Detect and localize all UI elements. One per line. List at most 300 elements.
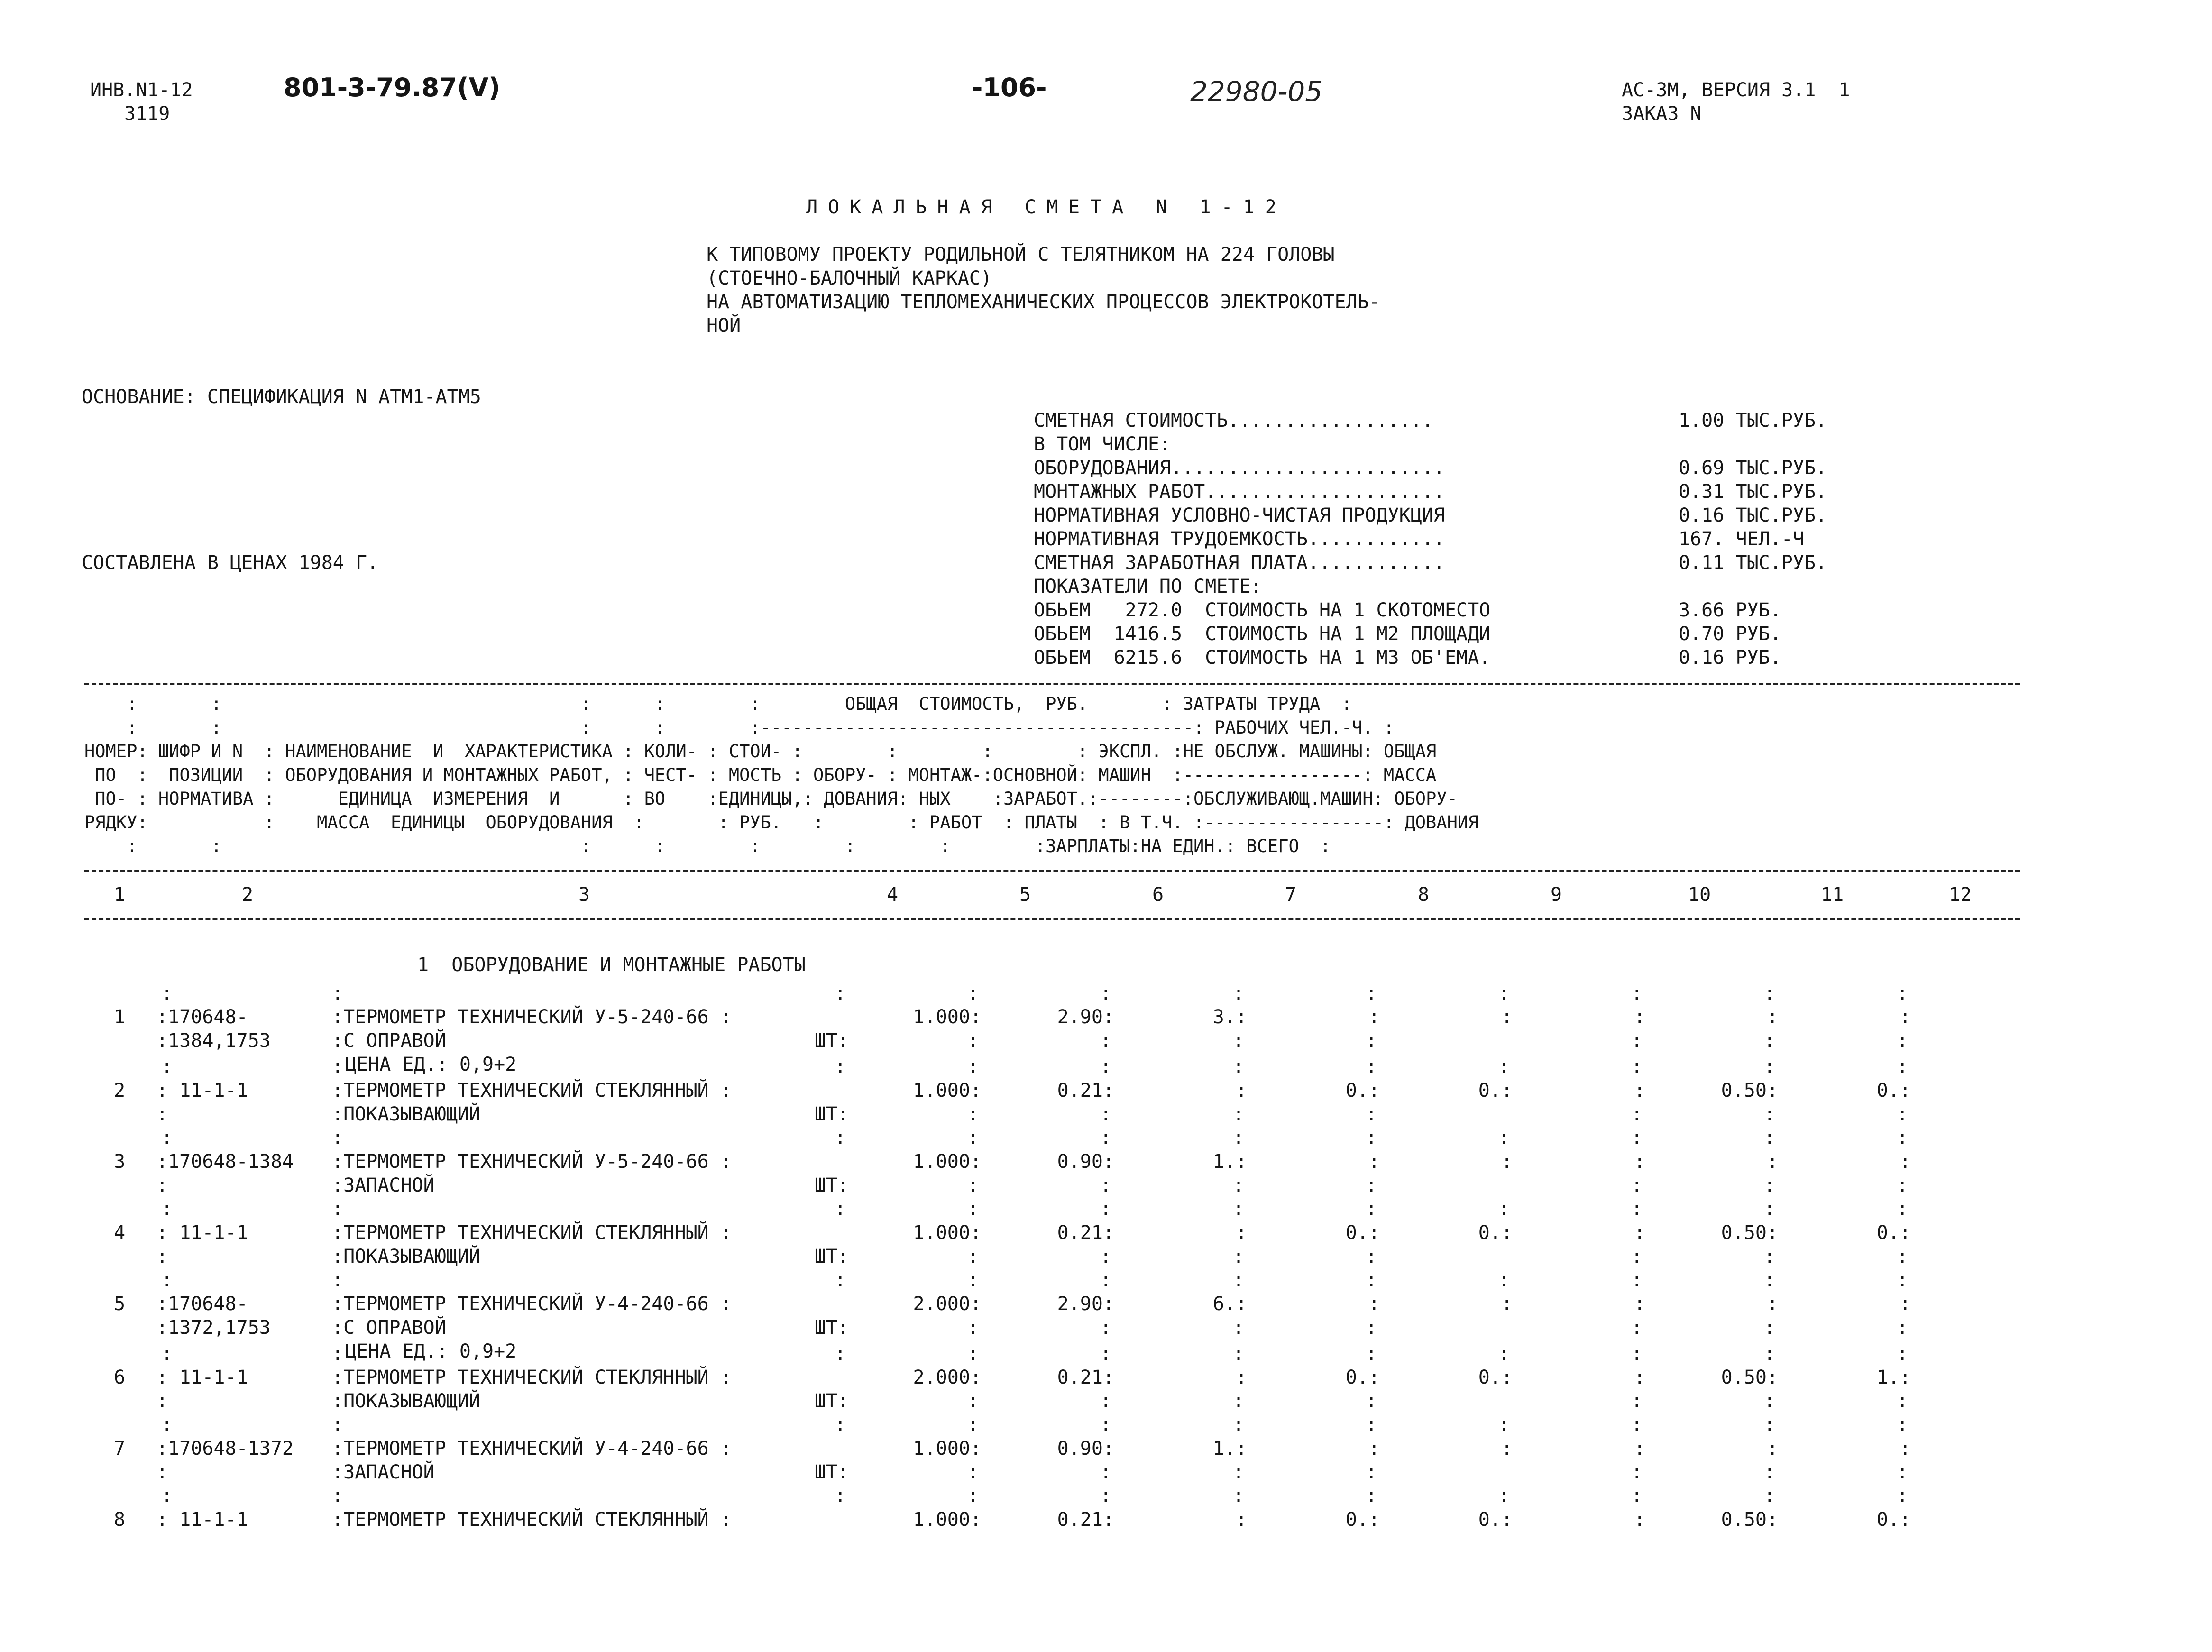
column-separator: : <box>1100 1317 1112 1339</box>
column-separator: : <box>1631 1103 1643 1125</box>
column-separator: : <box>1100 1030 1112 1052</box>
column-number: 12 <box>1949 884 1972 906</box>
row-name: :ТЕРМОМЕТР ТЕХНИЧЕСКИЙ СТЕКЛЯННЫЙ : <box>332 1080 732 1101</box>
column-separator: : <box>1233 1030 1245 1052</box>
row-unit-price: 0.21: <box>1057 1367 1114 1388</box>
row-equipment-cost: 1.: <box>1212 1151 1247 1173</box>
row-equipment-cost: : <box>1235 1367 1247 1388</box>
row-code-cont: : <box>156 1175 168 1196</box>
summary-label: СМЕТНАЯ СТОИМОСТЬ.................. <box>1034 410 1433 431</box>
column-separator: : <box>332 1127 344 1149</box>
column-separator: : <box>1498 1269 1510 1291</box>
row-quantity: 1.000: <box>913 1509 982 1531</box>
column-separator: : <box>1233 1317 1245 1339</box>
row-labor-total: 0.: <box>1876 1222 1911 1244</box>
column-separator: : <box>1897 1461 1909 1483</box>
column-separator: : <box>1498 1198 1510 1220</box>
column-separator: : <box>1764 1461 1776 1483</box>
column-separator: : <box>1764 1414 1776 1436</box>
column-separator: : <box>1764 1103 1776 1125</box>
column-separator: : <box>1897 1343 1909 1365</box>
row-unit-price: 0.21: <box>1057 1222 1114 1244</box>
row-machine-cost: : <box>1634 1080 1645 1101</box>
column-separator: : <box>1631 1317 1643 1339</box>
row-labor-total: 1.: <box>1876 1367 1911 1388</box>
summary-label: ОБЬЕМ 6215.6 СТОИМОСТЬ НА 1 М3 ОБ'ЕМА. <box>1034 647 1491 669</box>
column-number: 9 <box>1551 884 1562 906</box>
summary-value: 0.16 РУБ. <box>1679 647 1781 669</box>
column-separator: : <box>967 1390 979 1412</box>
summary-label: НОРМАТИВНАЯ УСЛОВНО-ЧИСТАЯ ПРОДУКЦИЯ <box>1034 505 1445 526</box>
column-separator: : <box>1366 1198 1377 1220</box>
row-machine-cost: : <box>1634 1293 1645 1315</box>
row-equipment-cost: : <box>1235 1222 1247 1244</box>
row-wage: 0.: <box>1478 1080 1513 1101</box>
column-separator: : <box>1366 1103 1377 1125</box>
column-separator: : <box>967 1103 979 1125</box>
column-number: 10 <box>1688 884 1711 906</box>
row-labor-per-unit: : <box>1766 1293 1778 1315</box>
row-price-note: ЦЕНА ЕД.: 0,9+2 <box>345 1054 517 1075</box>
row-name: :ТЕРМОМЕТР ТЕХНИЧЕСКИЙ СТЕКЛЯННЫЙ : <box>332 1367 732 1388</box>
document-title: ЛОКАЛЬНАЯ СМЕТА N 1-12 <box>806 196 1287 218</box>
column-separator: : <box>1100 1390 1112 1412</box>
column-separator: : <box>835 1056 846 1078</box>
table-rule-top <box>84 683 2020 685</box>
row-installation-cost: 0.: <box>1345 1367 1380 1388</box>
column-separator: : <box>1631 1390 1643 1412</box>
subtitle-line-4: НОЙ <box>707 315 741 337</box>
summary-label: МОНТАЖНЫХ РАБОТ..................... <box>1034 481 1445 503</box>
column-separator: : <box>1100 982 1112 1004</box>
row-unit-price: 0.90: <box>1057 1438 1114 1459</box>
row-labor-per-unit: : <box>1766 1438 1778 1459</box>
column-separator: : <box>161 1343 173 1365</box>
column-separator: : <box>1366 1175 1377 1196</box>
column-separator: : <box>332 1414 344 1436</box>
row-name-cont: :ПОКАЗЫВАЮЩИЙ <box>332 1390 481 1412</box>
table-header-line: РЯДКУ: : МАССА ЕДИНИЦЫ ОБОРУДОВАНИЯ : : РУБ. : : РАБОТ : ПЛАТЫ : В Т.Ч. :-----------------: ДОВАНИЯ <box>84 812 1479 833</box>
row-code: :170648-1384 <box>156 1151 294 1173</box>
column-separator: : <box>1366 1056 1377 1078</box>
column-separator: : <box>1366 1269 1377 1291</box>
column-separator: : <box>161 1127 173 1149</box>
column-separator: : <box>1366 1317 1377 1339</box>
column-separator: : <box>1233 1390 1245 1412</box>
row-equipment-cost: : <box>1235 1080 1247 1101</box>
prices-year-line: СОСТАВЛЕНА В ЦЕНАХ 1984 Г. <box>82 552 379 574</box>
row-code: : 11-1-1 <box>156 1509 248 1531</box>
row-labor-total: 0.: <box>1876 1509 1911 1531</box>
program-version: АС-3М, ВЕРСИЯ 3.1 1 <box>1622 79 1850 101</box>
row-code: : 11-1-1 <box>156 1367 248 1388</box>
summary-label: ПОКАЗАТЕЛИ ПО СМЕТЕ: <box>1034 576 1262 597</box>
column-separator: : <box>1631 1414 1643 1436</box>
column-separator: : <box>1366 1343 1377 1365</box>
column-separator: : <box>1897 1269 1909 1291</box>
column-separator: : <box>161 1056 173 1078</box>
column-separator: : <box>1233 1246 1245 1267</box>
column-separator: : <box>161 982 173 1004</box>
column-separator: : <box>1366 1414 1377 1436</box>
column-separator: : <box>1631 982 1643 1004</box>
handwritten-number: 22980-05 <box>1190 75 1323 108</box>
table-header-line: : : : : :-----------------------------------------: РАБОЧИХ ЧЕЛ.-Ч. : <box>84 717 1395 738</box>
row-wage: : <box>1501 1438 1513 1459</box>
column-separator: : <box>1764 1485 1776 1507</box>
row-unit-price: 0.90: <box>1057 1151 1114 1173</box>
column-separator: : <box>967 1127 979 1149</box>
column-separator: : <box>1897 1414 1909 1436</box>
row-equipment-cost: 1.: <box>1212 1438 1247 1459</box>
row-wage: 0.: <box>1478 1509 1513 1531</box>
row-wage: 0.: <box>1478 1367 1513 1388</box>
column-separator: : <box>1100 1246 1112 1267</box>
column-separator: : <box>1498 1485 1510 1507</box>
row-wage: 0.: <box>1478 1222 1513 1244</box>
row-number: 6 <box>114 1367 126 1388</box>
column-separator: : <box>1631 1030 1643 1052</box>
row-installation-cost: : <box>1368 1438 1380 1459</box>
column-separator: : <box>967 1343 979 1365</box>
row-machine-cost: : <box>1634 1509 1645 1531</box>
row-name-cont: :ЗАПАСНОЙ <box>332 1175 435 1196</box>
column-separator: : <box>967 1030 979 1052</box>
row-installation-cost: 0.: <box>1345 1509 1380 1531</box>
column-separator: : <box>1100 1175 1112 1196</box>
row-installation-cost: : <box>1368 1006 1380 1028</box>
column-separator: : <box>1897 982 1909 1004</box>
basis-line: ОСНОВАНИЕ: СПЕЦИФИКАЦИЯ N АТМ1-АТМ5 <box>82 386 481 408</box>
column-separator: : <box>1233 1056 1245 1078</box>
column-separator: : <box>1366 1030 1377 1052</box>
row-unit: ШТ: <box>814 1317 849 1339</box>
row-wage: : <box>1501 1293 1513 1315</box>
row-name-cont: :ПОКАЗЫВАЮЩИЙ <box>332 1103 481 1125</box>
project-code: 801-3-79.87(V) <box>284 73 501 102</box>
row-unit-price: 0.21: <box>1057 1080 1114 1101</box>
column-separator: : <box>1100 1056 1112 1078</box>
column-separator: : <box>1764 1127 1776 1149</box>
row-code: : 11-1-1 <box>156 1080 248 1101</box>
column-separator: : <box>1233 1175 1245 1196</box>
column-separator: : <box>1366 1127 1377 1149</box>
column-separator: : <box>332 1198 344 1220</box>
row-labor-total: : <box>1899 1438 1911 1459</box>
row-machine-cost: : <box>1634 1151 1645 1173</box>
row-machine-cost: : <box>1634 1006 1645 1028</box>
row-labor-total: : <box>1899 1293 1911 1315</box>
column-separator: : <box>1631 1056 1643 1078</box>
row-code: :170648-1372 <box>156 1438 294 1459</box>
column-separator: : <box>1897 1103 1909 1125</box>
column-separator: : <box>1764 1390 1776 1412</box>
row-code: : 11-1-1 <box>156 1222 248 1244</box>
column-separator: : <box>161 1269 173 1291</box>
row-unit-price: 0.21: <box>1057 1509 1114 1531</box>
row-equipment-cost: : <box>1235 1509 1247 1531</box>
column-separator: : <box>1100 1103 1112 1125</box>
row-number: 8 <box>114 1509 126 1531</box>
summary-label: СМЕТНАЯ ЗАРАБОТНАЯ ПЛАТА............ <box>1034 552 1445 574</box>
column-number: 1 <box>114 884 126 906</box>
column-separator: : <box>967 1414 979 1436</box>
row-number: 3 <box>114 1151 126 1173</box>
column-separator: : <box>1498 982 1510 1004</box>
row-labor-per-unit: 0.50: <box>1721 1367 1778 1388</box>
summary-label: В ТОМ ЧИСЛЕ: <box>1034 433 1171 455</box>
row-quantity: 1.000: <box>913 1151 982 1173</box>
row-quantity: 2.000: <box>913 1293 982 1315</box>
row-number: 2 <box>114 1080 126 1101</box>
column-separator: : <box>161 1198 173 1220</box>
column-separator: : <box>1233 1485 1245 1507</box>
row-code-cont: : <box>156 1246 168 1267</box>
row-equipment-cost: 6.: <box>1212 1293 1247 1315</box>
row-name-cont: :С ОПРАВОЙ <box>332 1317 446 1339</box>
column-separator: : <box>1764 1269 1776 1291</box>
column-separator: : <box>967 1317 979 1339</box>
column-separator: : <box>1764 1317 1776 1339</box>
row-unit: ШТ: <box>814 1175 849 1196</box>
table-header-line: ПО : ПОЗИЦИИ : ОБОРУДОВАНИЯ И МОНТАЖНЫХ РАБОТ, : ЧЕСТ- : МОСТЬ : ОБОРУ- : МОНТАЖ-:ОСНОВНОЙ: МАШИН :-----------------: МАССА <box>84 765 1437 785</box>
column-separator: : <box>1897 1056 1909 1078</box>
row-number: 1 <box>114 1006 126 1028</box>
column-separator: : <box>161 1414 173 1436</box>
column-separator: : <box>1631 1343 1643 1365</box>
row-quantity: 1.000: <box>913 1438 982 1459</box>
row-machine-cost: : <box>1634 1222 1645 1244</box>
column-separator: : <box>1764 1030 1776 1052</box>
column-separator: : <box>1897 1030 1909 1052</box>
summary-value: 0.11 ТЫС.РУБ. <box>1679 552 1827 574</box>
column-separator: : <box>1631 1246 1643 1267</box>
column-separator: : <box>1498 1414 1510 1436</box>
table-header-line: НОМЕР: ШИФР И N : НАИМЕНОВАНИЕ И ХАРАКТЕРИСТИКА : КОЛИ- : СТОИ- : : : : ЭКСПЛ. :НЕ ОБСЛУЖ. МАШИНЫ: ОБЩАЯ <box>84 741 1437 762</box>
column-separator: : <box>1897 1390 1909 1412</box>
row-wage: : <box>1501 1151 1513 1173</box>
column-separator: : <box>1631 1269 1643 1291</box>
column-separator: : <box>1100 1343 1112 1365</box>
column-separator: : <box>1764 982 1776 1004</box>
row-installation-cost: : <box>1368 1293 1380 1315</box>
summary-value: 0.16 ТЫС.РУБ. <box>1679 505 1827 526</box>
row-name: :ТЕРМОМЕТР ТЕХНИЧЕСКИЙ СТЕКЛЯННЫЙ : <box>332 1509 732 1531</box>
column-separator: : <box>1631 1127 1643 1149</box>
column-separator: : <box>967 1269 979 1291</box>
column-number: 7 <box>1285 884 1297 906</box>
column-separator: : <box>1897 1317 1909 1339</box>
row-installation-cost: 0.: <box>1345 1080 1380 1101</box>
column-separator: : <box>1897 1485 1909 1507</box>
column-separator: : <box>967 982 979 1004</box>
column-number: 11 <box>1821 884 1844 906</box>
column-separator: : <box>1233 1103 1245 1125</box>
row-unit: ШТ: <box>814 1246 849 1267</box>
summary-label: ОБЬЕМ 272.0 СТОИМОСТЬ НА 1 СКОТОМЕСТО <box>1034 599 1491 621</box>
column-separator: : <box>1233 1127 1245 1149</box>
subtitle-line-2: (СТОЕЧНО-БАЛОЧНЫЙ КАРКАС) <box>707 267 992 289</box>
column-separator: : <box>1233 1343 1245 1365</box>
column-separator: : <box>1764 1175 1776 1196</box>
column-separator: : <box>161 1485 173 1507</box>
column-separator: : <box>1233 1414 1245 1436</box>
column-separator: : <box>1897 1127 1909 1149</box>
inventory-sub-number: 3119 <box>124 103 170 125</box>
row-code-cont: :1384,1753 <box>156 1030 271 1052</box>
column-separator: : <box>332 1056 344 1078</box>
row-labor-per-unit: 0.50: <box>1721 1222 1778 1244</box>
row-equipment-cost: 3.: <box>1212 1006 1247 1028</box>
row-unit-price: 2.90: <box>1057 1293 1114 1315</box>
column-separator: : <box>835 982 846 1004</box>
column-separator: : <box>835 1343 846 1365</box>
column-separator: : <box>1631 1175 1643 1196</box>
column-separator: : <box>1100 1127 1112 1149</box>
column-separator: : <box>1498 1056 1510 1078</box>
column-separator: : <box>1764 1246 1776 1267</box>
column-separator: : <box>1897 1175 1909 1196</box>
row-name: :ТЕРМОМЕТР ТЕХНИЧЕСКИЙ У-5-240-66 : <box>332 1151 732 1173</box>
row-unit-price: 2.90: <box>1057 1006 1114 1028</box>
row-labor-total: : <box>1899 1006 1911 1028</box>
column-separator: : <box>1764 1056 1776 1078</box>
column-number: 4 <box>887 884 899 906</box>
column-separator: : <box>1631 1485 1643 1507</box>
row-installation-cost: 0.: <box>1345 1222 1380 1244</box>
column-separator: : <box>1897 1246 1909 1267</box>
summary-label: ОБОРУДОВАНИЯ........................ <box>1034 457 1445 479</box>
column-separator: : <box>1233 1198 1245 1220</box>
summary-value: 1.00 ТЫС.РУБ. <box>1679 410 1827 431</box>
column-separator: : <box>835 1414 846 1436</box>
table-header-line: ПО- : НОРМАТИВА : ЕДИНИЦА ИЗМЕРЕНИЯ И : ВО :ЕДИНИЦЫ,: ДОВАНИЯ: НЫХ :ЗАРАБОТ.:--------:ОБСЛУЖИВАЮЩ.МАШИН: ОБОРУ- <box>84 789 1458 809</box>
table-rule-mid <box>84 870 2020 872</box>
section-title: 1 ОБОРУДОВАНИЕ И МОНТАЖНЫЕ РАБОТЫ <box>417 954 806 976</box>
row-quantity: 1.000: <box>913 1222 982 1244</box>
row-code-cont: : <box>156 1390 168 1412</box>
row-number: 4 <box>114 1222 126 1244</box>
column-separator: : <box>1233 982 1245 1004</box>
summary-value: 0.69 ТЫС.РУБ. <box>1679 457 1827 479</box>
column-separator: : <box>1233 1461 1245 1483</box>
row-quantity: 1.000: <box>913 1080 982 1101</box>
row-unit: ШТ: <box>814 1030 849 1052</box>
row-number: 5 <box>114 1293 126 1315</box>
row-name: :ТЕРМОМЕТР ТЕХНИЧЕСКИЙ У-4-240-66 : <box>332 1293 732 1315</box>
column-separator: : <box>1498 1127 1510 1149</box>
row-name: :ТЕРМОМЕТР ТЕХНИЧЕСКИЙ У-5-240-66 : <box>332 1006 732 1028</box>
column-separator: : <box>835 1198 846 1220</box>
row-code: :170648- <box>156 1006 248 1028</box>
column-separator: : <box>1100 1485 1112 1507</box>
summary-value: 167. ЧЕЛ.-Ч <box>1679 528 1804 550</box>
row-unit: ШТ: <box>814 1103 849 1125</box>
column-separator: : <box>967 1485 979 1507</box>
row-labor-per-unit: 0.50: <box>1721 1509 1778 1531</box>
column-separator: : <box>1631 1198 1643 1220</box>
table-rule-bottom <box>84 918 2020 920</box>
summary-label: НОРМАТИВНАЯ ТРУДОЕМКОСТЬ............ <box>1034 528 1445 550</box>
column-separator: : <box>1233 1269 1245 1291</box>
row-name: :ТЕРМОМЕТР ТЕХНИЧЕСКИЙ У-4-240-66 : <box>332 1438 732 1459</box>
column-separator: : <box>1100 1198 1112 1220</box>
row-name: :ТЕРМОМЕТР ТЕХНИЧЕСКИЙ СТЕКЛЯННЫЙ : <box>332 1222 732 1244</box>
column-separator: : <box>1100 1461 1112 1483</box>
row-machine-cost: : <box>1634 1438 1645 1459</box>
row-labor-total: 0.: <box>1876 1080 1911 1101</box>
row-code-cont: : <box>156 1461 168 1483</box>
row-code: :170648- <box>156 1293 248 1315</box>
column-separator: : <box>1764 1343 1776 1365</box>
row-number: 7 <box>114 1438 126 1459</box>
column-separator: : <box>967 1056 979 1078</box>
row-name-cont: :ЗАПАСНОЙ <box>332 1461 435 1483</box>
column-separator: : <box>1897 1198 1909 1220</box>
summary-value: 0.31 ТЫС.РУБ. <box>1679 481 1827 503</box>
row-installation-cost: : <box>1368 1151 1380 1173</box>
row-labor-total: : <box>1899 1151 1911 1173</box>
page-number: -106- <box>972 73 1047 102</box>
column-separator: : <box>835 1269 846 1291</box>
column-separator: : <box>835 1127 846 1149</box>
column-separator: : <box>332 1269 344 1291</box>
row-name-cont: :ПОКАЗЫВАЮЩИЙ <box>332 1246 481 1267</box>
column-number: 6 <box>1152 884 1164 906</box>
summary-value: 0.70 РУБ. <box>1679 623 1781 645</box>
column-separator: : <box>1100 1414 1112 1436</box>
column-separator: : <box>1366 982 1377 1004</box>
column-number: 3 <box>578 884 590 906</box>
inventory-number: ИНВ.N1-12 <box>90 79 193 101</box>
row-labor-per-unit: 0.50: <box>1721 1080 1778 1101</box>
column-separator: : <box>1366 1390 1377 1412</box>
column-separator: : <box>967 1246 979 1267</box>
column-separator: : <box>1366 1461 1377 1483</box>
row-unit: ШТ: <box>814 1390 849 1412</box>
row-wage: : <box>1501 1006 1513 1028</box>
order-number: ЗАКАЗ N <box>1622 103 1702 125</box>
column-number: 2 <box>242 884 254 906</box>
row-labor-per-unit: : <box>1766 1151 1778 1173</box>
summary-label: ОБЬЕМ 1416.5 СТОИМОСТЬ НА 1 М2 ПЛОЩАДИ <box>1034 623 1491 645</box>
row-price-note: ЦЕНА ЕД.: 0,9+2 <box>345 1340 517 1362</box>
row-unit: ШТ: <box>814 1461 849 1483</box>
subtitle-line-3: НА АВТОМАТИЗАЦИЮ ТЕПЛОМЕХАНИЧЕСКИХ ПРОЦЕССОВ ЭЛЕКТРОКОТЕЛЬ- <box>707 291 1380 313</box>
summary-value: 3.66 РУБ. <box>1679 599 1781 621</box>
column-separator: : <box>1366 1246 1377 1267</box>
column-separator: : <box>967 1461 979 1483</box>
column-separator: : <box>332 1485 344 1507</box>
row-code-cont: :1372,1753 <box>156 1317 271 1339</box>
row-machine-cost: : <box>1634 1367 1645 1388</box>
column-number: 5 <box>1019 884 1031 906</box>
column-number: 8 <box>1418 884 1430 906</box>
column-separator: : <box>1764 1198 1776 1220</box>
column-separator: : <box>1100 1269 1112 1291</box>
table-header-line: : : : : : : : :ЗАРПЛАТЫ:НА ЕДИН.: ВСЕГО : <box>84 836 1331 856</box>
column-separator: : <box>332 982 344 1004</box>
table-header-line: : : : : : ОБЩАЯ СТОИМОСТЬ, РУБ. : ЗАТРАТЫ ТРУДА : <box>84 694 1352 714</box>
column-separator: : <box>1498 1343 1510 1365</box>
row-quantity: 2.000: <box>913 1367 982 1388</box>
column-separator: : <box>835 1485 846 1507</box>
column-separator: : <box>332 1343 344 1365</box>
column-separator: : <box>967 1175 979 1196</box>
column-separator: : <box>1366 1485 1377 1507</box>
row-labor-per-unit: : <box>1766 1006 1778 1028</box>
subtitle-line-1: К ТИПОВОМУ ПРОЕКТУ РОДИЛЬНОЙ С ТЕЛЯТНИКОМ НА 224 ГОЛОВЫ <box>707 244 1335 266</box>
